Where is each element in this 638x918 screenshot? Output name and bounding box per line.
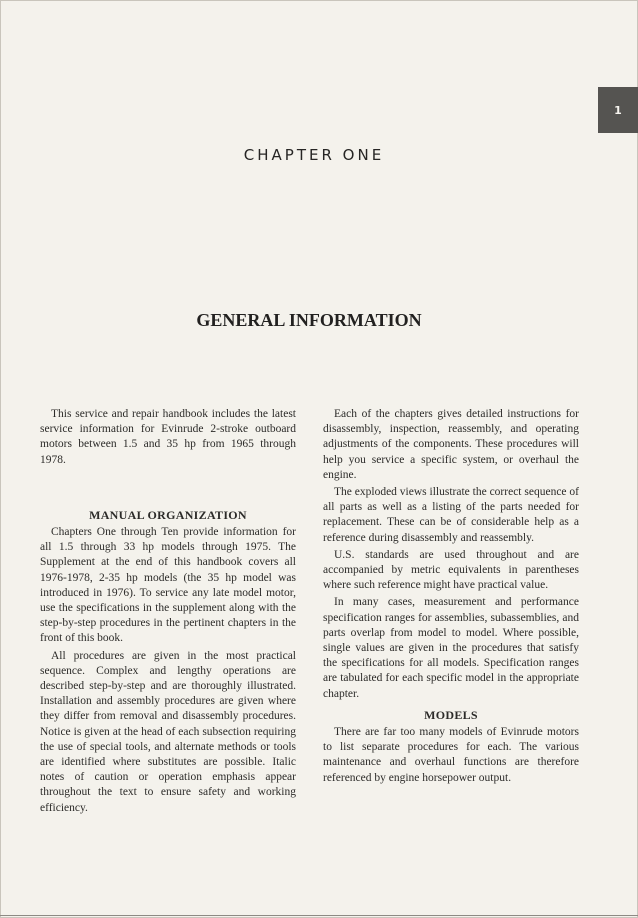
manual-organization-heading: MANUAL ORGANIZATION bbox=[89, 507, 247, 522]
section-title: GENERAL INFORMATION bbox=[196, 310, 422, 330]
right-paragraph-4: In many cases, measurement and performance specification ranges for assemblies, subassemblies, and parts overlap from model to model. Where possible, single values are given in the procedures that satisfy the specifications for all models. Specification ranges are tabulated for each specific model in the appropriate chapter. bbox=[323, 596, 579, 700]
chapter-tab-number: 1 bbox=[614, 103, 622, 117]
right-paragraph-3: U.S. standards are used throughout and are accompanied by metric equivalents in parentheses where such reference might have practical value. bbox=[323, 548, 579, 592]
models-paragraph-1: There are far too many models of Evinrude motors to list separate procedures for each. The various maintenance and overhaul functions are therefore referenced by engine horsepower output. bbox=[323, 726, 579, 784]
intro-paragraph: This service and repair handbook includes the latest service information for Evinrude 2-stroke outboard motors between 1.5 and 35 hp from 1965 through 1978. bbox=[40, 408, 296, 466]
chapter-heading: CHAPTER ONE bbox=[243, 146, 385, 164]
left-column bbox=[40, 407, 296, 818]
chapter-tab bbox=[598, 87, 638, 133]
models-heading: MODELS bbox=[424, 707, 478, 722]
manual-organization-paragraph-2: All procedures are given in the most practical sequence. Complex and lengthy operations are described step-by-step and are thoroughly illustrated. Installation and assembly procedures are given where they differ from removal and disassembly procedures. Notice is given at the head of each subsection requiring the use of special tools, and alternate methods or tools are identified where substitutes are possible. Italic notes of caution or operation emphasis appear throughout the text to ensure safety and working efficiency. bbox=[40, 649, 296, 814]
right-paragraph-2: The exploded views illustrate the correct sequence of all parts as well as a listing of the parts needed for replacement. These can be of considerable help as a reference during disassembly and reassembly. bbox=[323, 486, 579, 544]
right-column bbox=[323, 407, 579, 788]
right-paragraph-1: Each of the chapters gives detailed instructions for disassembly, inspection, reassembly, and operating adjustments of the components. These procedures will help you service a specific system, or overhaul the engine. bbox=[323, 408, 579, 481]
manual-organization-paragraph-1: Chapters One through Ten provide information for all 1.5 through 33 hp models through 1975. The Supplement at the end of this handbook covers all 1976-1978, 2-35 hp models (the 35 hp model was introduced in 1976). To service any late model motor, use the specifications in the supplement along with the step-by-step procedures in the pertinent chapters in the front of this book. bbox=[40, 526, 296, 645]
bottom-rule bbox=[0, 915, 638, 916]
